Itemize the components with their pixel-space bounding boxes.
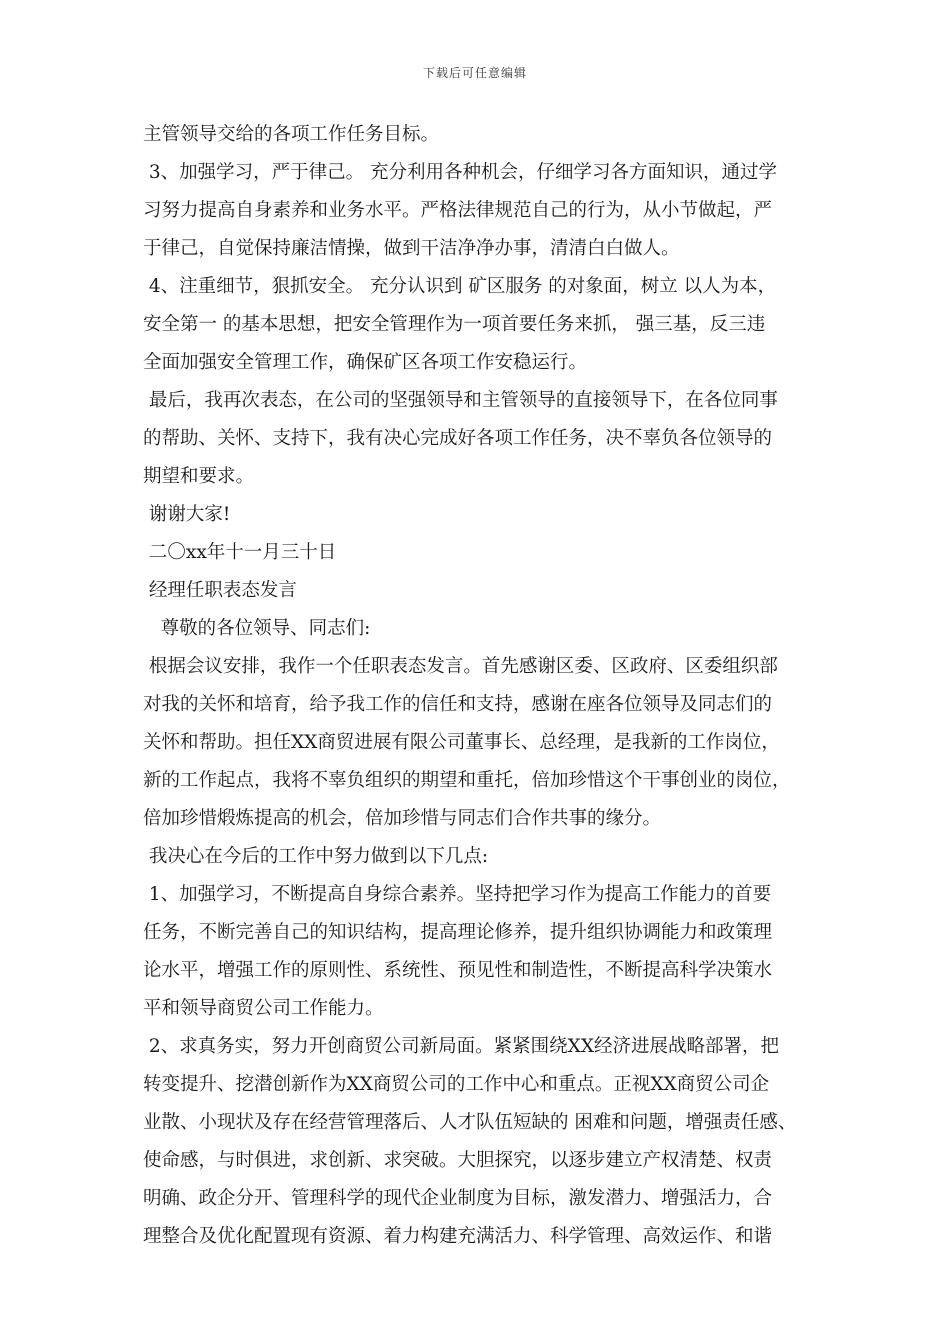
- document-body: [143, 116, 823, 1256]
- text-line: 期望和要求。: [143, 466, 255, 487]
- text-line: 关怀和帮助。担任XX商贸进展有限公司董事长、总经理，是我新的工作岗位，: [143, 732, 780, 753]
- text-line: 根据会议安排，我作一个任职表态发言。首先感谢区委、区政府、区委组织部: [143, 656, 778, 677]
- text-line: 主管领导交给的各项工作任务目标。: [143, 124, 440, 145]
- text-line: 1、加强学习，不断提高自身综合素养。坚持把学习作为提高工作能力的首要: [143, 884, 772, 905]
- text-line: 转变提升、挖潜创新作为XX商贸公司的工作中心和重点。正视XX商贸公司企: [143, 1074, 770, 1095]
- text-line: 4、注重细节，狠抓安全。 充分认识到 矿区服务 的对象面，树立 以人为本，: [143, 276, 777, 297]
- text-line: 最后，我再次表态，在公司的坚强领导和主管领导的直接领导下，在各位同事: [143, 390, 778, 411]
- text-line: 我决心在今后的工作中努力做到以下几点:: [143, 846, 489, 867]
- text-line: 明确、政企分开、管理科学的现代企业制度为目标，激发潜力、增强活力，合: [143, 1188, 773, 1209]
- text-line: 谢谢大家!: [143, 504, 231, 525]
- section-title: 经理任职表态发言: [143, 580, 297, 601]
- text-line: 使命感，与时俱进，求创新、求突破。大胆探究，以逐步建立产权清楚、权责: [143, 1150, 773, 1171]
- text-line: 安全第一 的基本思想，把安全管理作为一项首要任务来抓， 强三基，反三违: [143, 314, 766, 335]
- text-line: 习努力提高自身素养和业务水平。严格法律规范自己的行为，从小节做起，严: [143, 200, 773, 221]
- text-line: 倍加珍惜煅炼提高的机会，倍加珍惜与同志们合作共事的缘分。: [143, 808, 662, 829]
- text-line: 平和领导商贸公司工作能力。: [143, 998, 384, 1019]
- text-line: 的帮助、关怀、支持下，我有决心完成好各项工作任务，决不辜负各位领导的: [143, 428, 773, 449]
- page-header: 下载后可任意编辑: [422, 66, 527, 80]
- text-line: 理整合及优化配置现有资源、着力构建充满活力、科学管理、高效运作、和谐: [143, 1226, 773, 1247]
- text-line: 业散、小现状及存在经营管理落后、人才队伍短缺的 困难和问题，增强责任感、: [143, 1112, 797, 1133]
- text-line: 2、求真务实，努力开创商贸公司新局面。紧紧围绕XX经济进展战略部署，把: [143, 1036, 779, 1057]
- date-line: 二〇xx年十一月三十日: [143, 542, 337, 563]
- text-line: 全面加强安全管理工作，确保矿区各项工作安稳运行。: [143, 352, 588, 373]
- text-line: 对我的关怀和培育，给予我工作的信任和支持，感谢在座各位领导及同志们的: [143, 694, 773, 715]
- text-line: 于律己，自觉保持廉洁情操，做到干洁净净办事，清清白白做人。: [143, 238, 680, 259]
- text-line: 3、加强学习，严于律己。 充分利用各种机会，仔细学习各方面知识，通过学: [143, 162, 778, 183]
- text-line: 任务，不断完善自己的知识结构，提高理论修养，提升组织协调能力和政策理: [143, 922, 773, 943]
- salutation: 尊敬的各位领导、同志们:: [143, 618, 371, 639]
- text-line: 论水平，增强工作的原则性、系统性、预见性和制造性，不断提高科学决策水: [143, 960, 773, 981]
- text-line: 新的工作起点，我将不辜负组织的期望和重托，倍加珍惜这个干事创业的岗位，: [143, 770, 791, 791]
